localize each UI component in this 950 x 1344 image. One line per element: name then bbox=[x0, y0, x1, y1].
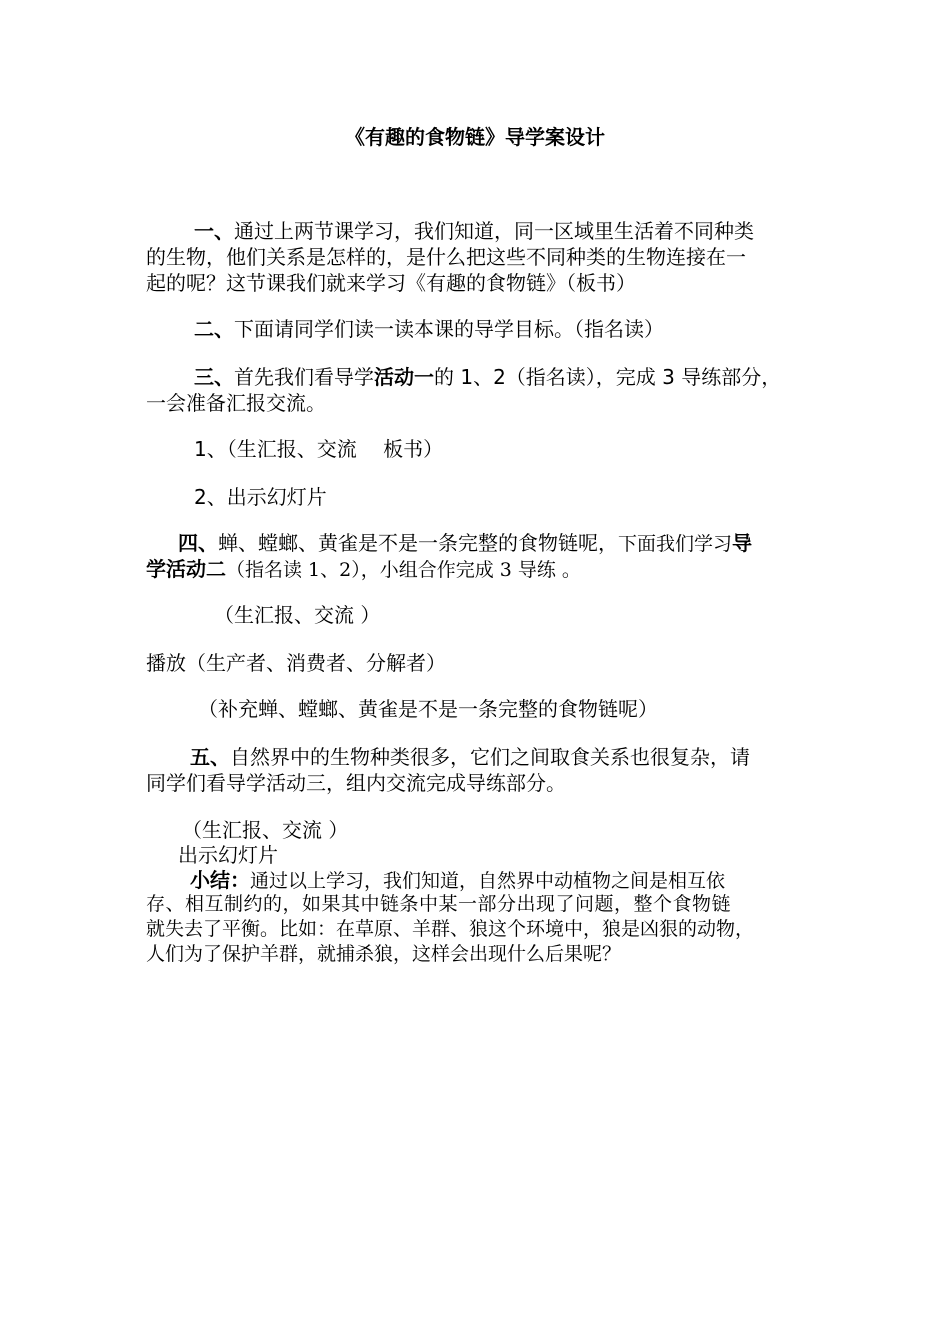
section-4-text-b: 下面我们学习 bbox=[618, 533, 733, 555]
section-1-line-2: 的生物，他们关系是怎样的，是什么把这些不同种类的生物连接在一 bbox=[146, 245, 746, 269]
document-title: 《有趣的食物链》导学案设计 bbox=[345, 125, 605, 149]
summary-line-3: 就失去了平衡。比如：在草原、羊群、狼这个环境中，狼是凶狠的动物， bbox=[146, 918, 755, 940]
section-3-text-b: 的 1、2（指名读），完成 3 导练部分， bbox=[434, 365, 782, 389]
section-2-line bbox=[194, 316, 664, 342]
section-4-lead: 四、 bbox=[178, 531, 218, 555]
section-4-activity-2: 学活动二 bbox=[146, 557, 226, 581]
section-3-lead: 三、 bbox=[194, 365, 234, 389]
section-1-line-3: 起的呢？这节课我们就来学习《有趣的食物链》（板书） bbox=[146, 271, 636, 295]
section-4-bold-a: 导 bbox=[732, 531, 753, 555]
section-4-line-2 bbox=[146, 556, 581, 583]
section-2-lead: 二、 bbox=[194, 317, 234, 341]
section-3-line-1 bbox=[194, 364, 781, 390]
section-5-line-2: 同学们看导学活动三，组内交流完成导练部分。 bbox=[146, 771, 566, 795]
section-1-line-1 bbox=[194, 218, 754, 244]
summary-line-2: 存、相互制约的，如果其中链条中某一部分出现了问题，整个食物链 bbox=[146, 893, 732, 915]
section-4-report: （生汇报、交流 ） bbox=[214, 603, 381, 627]
section-2-text: 下面请同学们读一读本课的导学目标。（指名读） bbox=[234, 317, 664, 341]
section-4-text-a: 蝉、螳螂、黄雀是不是一条完整的食物链呢， bbox=[218, 531, 618, 555]
section-4-supplement: （补充蝉、螳螂、黄雀是不是一条完整的食物链呢） bbox=[198, 697, 658, 721]
section-5-line-1 bbox=[190, 744, 750, 770]
section-4-line-1 bbox=[178, 530, 752, 557]
section-1-lead: 一、 bbox=[194, 219, 234, 243]
summary-line-1 bbox=[190, 867, 725, 894]
section-1-text-1: 通过上两节课学习，我们知道，同一区域里生活着不同种类 bbox=[234, 219, 754, 243]
section-5-text-1: 自然界中的生物种类很多，它们之间取食关系也很复杂，请 bbox=[230, 745, 750, 769]
section-3-item-2: 2、出示幻灯片 bbox=[194, 485, 327, 509]
section-3-line-2: 一会准备汇报交流。 bbox=[146, 391, 326, 415]
section-3-item-1: 1、（生汇报、交流 板书） bbox=[194, 437, 444, 461]
summary-lead: 小结： bbox=[190, 868, 250, 892]
section-5-report: （生汇报、交流 ） bbox=[182, 818, 349, 842]
section-5-lead: 五、 bbox=[190, 745, 230, 769]
section-4-text-c: （指名读 1、2），小组合作完成 3 导练 。 bbox=[226, 559, 581, 581]
section-3-text-a: 首先我们看导学 bbox=[234, 365, 374, 389]
section-4-play: 播放（生产者、消费者、分解者） bbox=[146, 651, 446, 675]
summary-text-1: 通过以上学习，我们知道，自然界中动植物之间是相互依 bbox=[250, 870, 726, 892]
section-3-activity-1: 活动一 bbox=[374, 365, 434, 389]
summary-line-4: 人们为了保护羊群，就捕杀狼，这样会出现什么后果呢？ bbox=[146, 943, 622, 965]
section-5-slide: 出示幻灯片 bbox=[178, 843, 278, 867]
